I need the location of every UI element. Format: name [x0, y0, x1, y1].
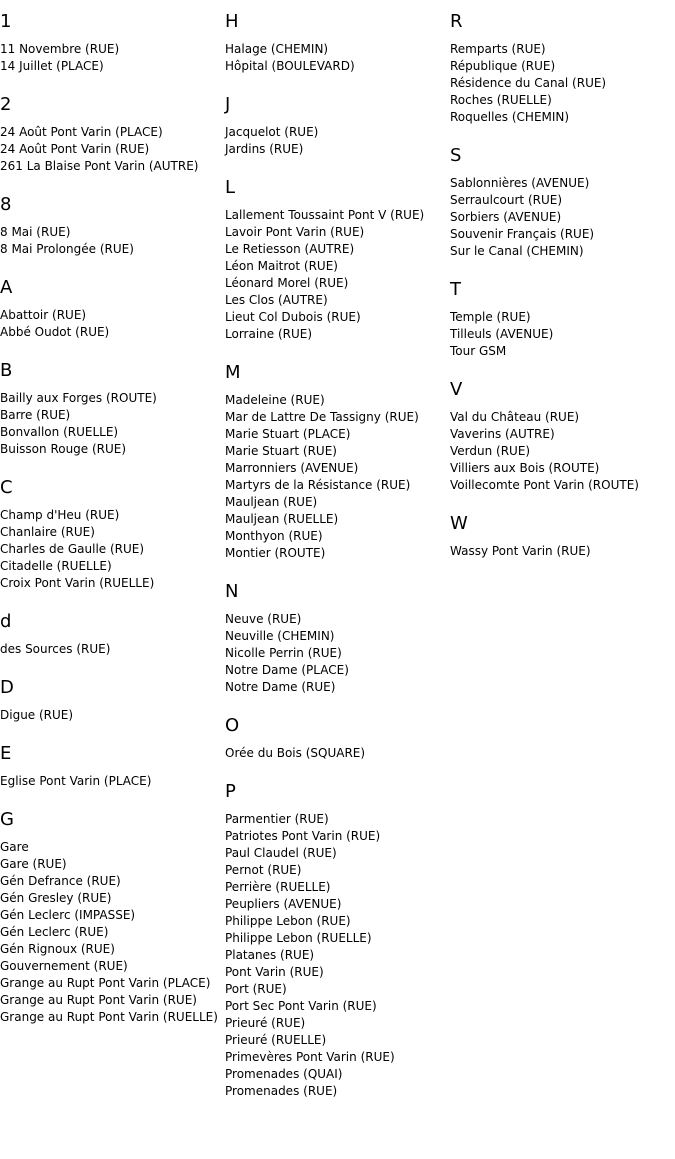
letter-group — [225, 177, 450, 343]
street-link[interactable]: Peupliers (AVENUE) — [225, 897, 342, 911]
street-link[interactable]: 8 Mai (RUE) — [0, 225, 71, 239]
street-list-item — [225, 511, 450, 528]
street-link[interactable]: Gén Defrance (RUE) — [0, 874, 121, 888]
street-list-item — [0, 992, 225, 1009]
street-link[interactable]: Orée du Bois (SQUARE) — [225, 746, 366, 760]
street-list-item — [225, 258, 450, 275]
street-list-item — [450, 326, 675, 343]
street-list-item — [0, 324, 225, 341]
street-list-item — [225, 326, 450, 343]
street-list-item — [0, 975, 225, 992]
letter-group — [225, 581, 450, 696]
street-link[interactable]: Citadelle (RUELLE) — [0, 559, 112, 573]
street-link[interactable]: Pernot (RUE) — [225, 863, 302, 877]
letter-heading: D — [0, 677, 14, 698]
street-list-item — [450, 460, 675, 477]
letter-heading: O — [225, 715, 240, 736]
letter-group — [0, 94, 225, 175]
street-link[interactable]: Marie Stuart (PLACE) — [225, 427, 351, 441]
street-link[interactable]: 24 Août Pont Varin (PLACE) — [0, 125, 163, 139]
street-link[interactable]: Tour GSM — [450, 344, 507, 358]
street-link[interactable]: Buisson Rouge (RUE) — [0, 442, 127, 456]
letter-group — [450, 11, 675, 126]
street-list-item — [0, 407, 225, 424]
street-list — [450, 175, 675, 260]
street-list-item — [225, 811, 450, 828]
street-link[interactable]: Patriotes Pont Varin (RUE) — [225, 829, 381, 843]
street-list-item — [450, 209, 675, 226]
street-list — [0, 507, 225, 592]
letter-heading: d — [0, 611, 12, 632]
street-list-item — [450, 409, 675, 426]
street-link[interactable]: Sorbiers (AVENUE) — [450, 210, 562, 224]
street-link[interactable]: Grange au Rupt Pont Varin (RUELLE) — [0, 1010, 218, 1024]
letter-heading: P — [225, 781, 236, 802]
letter-group — [225, 715, 450, 762]
street-link[interactable]: Philippe Lebon (RUE) — [225, 914, 351, 928]
street-list-item — [225, 207, 450, 224]
street-link[interactable]: Voillecomte Pont Varin (ROUTE) — [450, 478, 639, 492]
street-list-item — [450, 75, 675, 92]
street-link[interactable]: Les Clos (AUTRE) — [225, 293, 328, 307]
street-list-item — [450, 426, 675, 443]
street-list-item — [0, 241, 225, 258]
street-list-item — [225, 275, 450, 292]
letter-heading: C — [0, 477, 13, 498]
street-link[interactable]: Marie Stuart (RUE) — [225, 444, 337, 458]
street-list — [225, 811, 450, 1100]
street-list — [0, 307, 225, 341]
street-list-item — [0, 507, 225, 524]
street-link[interactable]: Mar de Lattre De Tassigny (RUE) — [225, 410, 419, 424]
street-list-item — [225, 964, 450, 981]
letter-group — [0, 277, 225, 341]
street-list-item — [0, 575, 225, 592]
street-list-item — [225, 998, 450, 1015]
street-list-item — [0, 41, 225, 58]
street-list-item — [225, 896, 450, 913]
street-list-item — [225, 1049, 450, 1066]
street-list-item — [0, 441, 225, 458]
street-link[interactable]: Remparts (RUE) — [450, 42, 546, 56]
street-list — [450, 409, 675, 494]
street-list-item — [225, 828, 450, 845]
letter-group — [450, 513, 675, 560]
street-list-item — [225, 679, 450, 696]
street-link[interactable]: Gouvernement (RUE) — [0, 959, 128, 973]
street-link[interactable]: Le Retiesson (AUTRE) — [225, 242, 355, 256]
street-list-item — [0, 641, 225, 658]
street-link[interactable]: Résidence du Canal (RUE) — [450, 76, 607, 90]
letter-heading: N — [225, 581, 239, 602]
letter-group — [0, 194, 225, 258]
street-link[interactable]: Villiers aux Bois (ROUTE) — [450, 461, 600, 475]
street-list-item — [0, 941, 225, 958]
street-list — [0, 773, 225, 790]
street-link[interactable]: Primevères Pont Varin (RUE) — [225, 1050, 395, 1064]
street-link[interactable]: Gén Leclerc (RUE) — [0, 925, 109, 939]
letter-heading: E — [0, 743, 12, 764]
street-list-item — [0, 307, 225, 324]
street-link[interactable]: Roches (RUELLE) — [450, 93, 552, 107]
street-link[interactable]: Val du Château (RUE) — [450, 410, 580, 424]
street-list — [0, 41, 225, 75]
street-list-item — [0, 424, 225, 441]
street-list-item — [225, 981, 450, 998]
street-list-item — [225, 628, 450, 645]
letter-heading: S — [450, 145, 462, 166]
street-list-item — [0, 524, 225, 541]
street-link[interactable]: Notre Dame (PLACE) — [225, 663, 349, 677]
street-link[interactable]: Nicolle Perrin (RUE) — [225, 646, 342, 660]
street-link[interactable]: Sur le Canal (CHEMIN) — [450, 244, 584, 258]
street-list-item — [0, 141, 225, 158]
street-link[interactable]: Port Sec Pont Varin (RUE) — [225, 999, 377, 1013]
street-list-item — [0, 839, 225, 856]
street-list-item — [225, 460, 450, 477]
street-link[interactable]: Temple (RUE) — [450, 310, 531, 324]
street-link[interactable]: Neuville (CHEMIN) — [225, 629, 335, 643]
street-link[interactable]: Hôpital (BOULEVARD) — [225, 59, 355, 73]
street-link[interactable]: Montier (ROUTE) — [225, 546, 326, 560]
street-list-item — [225, 1032, 450, 1049]
letter-heading: M — [225, 362, 241, 383]
street-list-item — [225, 745, 450, 762]
street-list-item — [225, 662, 450, 679]
street-link[interactable]: Neuve (RUE) — [225, 612, 302, 626]
street-link[interactable]: Sablonnières (AVENUE) — [450, 176, 590, 190]
street-link[interactable]: Bonvallon (RUELLE) — [0, 425, 119, 439]
street-list — [450, 543, 675, 560]
street-list-item — [225, 292, 450, 309]
letter-heading: V — [450, 379, 463, 400]
street-link[interactable]: Grange au Rupt Pont Varin (PLACE) — [0, 976, 211, 990]
street-list-item — [0, 856, 225, 873]
street-list-item — [0, 558, 225, 575]
letter-heading: T — [450, 279, 461, 300]
letter-heading: W — [450, 513, 468, 534]
street-list-item — [225, 58, 450, 75]
street-index-column-3 — [450, 0, 675, 560]
street-list-item — [225, 392, 450, 409]
street-list-item — [225, 241, 450, 258]
street-list-item — [225, 879, 450, 896]
street-link[interactable]: Grange au Rupt Pont Varin (RUE) — [0, 993, 197, 1007]
street-list-item — [0, 158, 225, 175]
street-link[interactable]: Gare — [0, 840, 29, 854]
letter-group — [0, 809, 225, 1026]
street-link[interactable]: Jacquelot (RUE) — [225, 125, 319, 139]
letter-heading: J — [225, 94, 231, 115]
street-link[interactable]: Léonard Morel (RUE) — [225, 276, 349, 290]
street-list-item — [0, 907, 225, 924]
street-list-item — [450, 243, 675, 260]
street-link[interactable]: Parmentier (RUE) — [225, 812, 329, 826]
letter-heading: G — [0, 809, 14, 830]
street-link[interactable]: Pont Varin (RUE) — [225, 965, 324, 979]
letter-heading: H — [225, 11, 239, 32]
letter-group — [0, 611, 225, 658]
letter-heading: L — [225, 177, 236, 198]
street-list-item — [225, 947, 450, 964]
street-link[interactable]: des Sources (RUE) — [0, 642, 111, 656]
street-link[interactable]: Abattoir (RUE) — [0, 308, 87, 322]
letter-group — [225, 94, 450, 158]
street-link[interactable]: Monthyon (RUE) — [225, 529, 323, 543]
letter-group — [225, 11, 450, 75]
street-list — [225, 124, 450, 158]
street-link[interactable]: Abbé Oudot (RUE) — [0, 325, 110, 339]
street-link[interactable]: Perrière (RUELLE) — [225, 880, 331, 894]
street-list-item — [450, 477, 675, 494]
street-list-item — [225, 477, 450, 494]
street-list — [450, 41, 675, 126]
street-list-item — [225, 862, 450, 879]
street-link[interactable]: Paul Claudel (RUE) — [225, 846, 337, 860]
letter-group — [450, 279, 675, 360]
street-link[interactable]: 8 Mai Prolongée (RUE) — [0, 242, 134, 256]
street-link[interactable]: Tilleuls (AVENUE) — [450, 327, 554, 341]
street-list-item — [0, 390, 225, 407]
street-list-item — [225, 124, 450, 141]
street-link[interactable]: Madeleine (RUE) — [225, 393, 325, 407]
street-list — [0, 641, 225, 658]
street-link[interactable]: Croix Pont Varin (RUELLE) — [0, 576, 155, 590]
letter-group — [0, 743, 225, 790]
street-link[interactable]: Mauljean (RUE) — [225, 495, 318, 509]
letter-group — [450, 379, 675, 494]
street-list-item — [0, 890, 225, 907]
street-link[interactable]: Eglise Pont Varin (PLACE) — [0, 774, 152, 788]
street-link[interactable]: Vaverins (AUTRE) — [450, 427, 555, 441]
street-list — [225, 745, 450, 762]
street-list-item — [450, 343, 675, 360]
street-list-item — [0, 1009, 225, 1026]
street-list-item — [0, 958, 225, 975]
street-list-item — [225, 443, 450, 460]
street-link[interactable]: Gén Gresley (RUE) — [0, 891, 112, 905]
street-list-item — [225, 930, 450, 947]
street-link[interactable]: Chanlaire (RUE) — [0, 525, 95, 539]
street-list-item — [225, 845, 450, 862]
street-list-item — [450, 92, 675, 109]
street-link[interactable]: Mauljean (RUELLE) — [225, 512, 339, 526]
street-list — [225, 207, 450, 343]
street-list-item — [0, 873, 225, 890]
letter-group — [225, 362, 450, 562]
street-list — [0, 707, 225, 724]
street-list — [450, 309, 675, 360]
street-list — [0, 124, 225, 175]
street-list-item — [225, 409, 450, 426]
letter-heading: A — [0, 277, 13, 298]
street-link[interactable]: Léon Maitrot (RUE) — [225, 259, 338, 273]
street-link[interactable]: 261 La Blaise Pont Varin (AUTRE) — [0, 159, 199, 173]
street-link[interactable]: Marronniers (AVENUE) — [225, 461, 359, 475]
street-link[interactable]: Serraulcourt (RUE) — [450, 193, 563, 207]
street-list-item — [225, 528, 450, 545]
street-link[interactable]: Champ d'Heu (RUE) — [0, 508, 120, 522]
street-link[interactable]: Notre Dame (RUE) — [225, 680, 336, 694]
street-list-item — [0, 707, 225, 724]
street-link[interactable]: Gén Rignoux (RUE) — [0, 942, 115, 956]
street-list-item — [0, 773, 225, 790]
street-link[interactable]: Prieuré (RUE) — [225, 1016, 306, 1030]
street-list-item — [225, 494, 450, 511]
street-index-column-2 — [225, 0, 450, 1100]
street-link[interactable]: Lorraine (RUE) — [225, 327, 313, 341]
street-link[interactable]: Philippe Lebon (RUELLE) — [225, 931, 372, 945]
street-list — [0, 224, 225, 258]
letter-heading: 1 — [0, 11, 12, 32]
street-link[interactable]: Digue (RUE) — [0, 708, 74, 722]
street-link[interactable]: Lavoir Pont Varin (RUE) — [225, 225, 365, 239]
street-link[interactable]: Martyrs de la Résistance (RUE) — [225, 478, 411, 492]
street-list-item — [225, 645, 450, 662]
street-link[interactable]: Gare (RUE) — [0, 857, 67, 871]
street-link[interactable]: 24 Août Pont Varin (RUE) — [0, 142, 150, 156]
street-link[interactable]: Wassy Pont Varin (RUE) — [450, 544, 591, 558]
letter-heading: R — [450, 11, 463, 32]
street-list — [0, 390, 225, 458]
street-list-item — [450, 58, 675, 75]
street-link[interactable]: 14 Juillet (PLACE) — [0, 59, 104, 73]
street-list-item — [225, 545, 450, 562]
street-link[interactable]: Platanes (RUE) — [225, 948, 315, 962]
street-list-item — [450, 309, 675, 326]
street-link[interactable]: Prieuré (RUELLE) — [225, 1033, 327, 1047]
letter-group — [450, 145, 675, 260]
street-list-item — [225, 1015, 450, 1032]
street-list-item — [0, 224, 225, 241]
street-link[interactable]: Lieut Col Dubois (RUE) — [225, 310, 361, 324]
letter-heading: 2 — [0, 94, 12, 115]
letter-heading: 8 — [0, 194, 12, 215]
street-link[interactable]: Halage (CHEMIN) — [225, 42, 329, 56]
street-list-item — [225, 1083, 450, 1100]
street-list-item — [450, 443, 675, 460]
street-link[interactable]: Roquelles (CHEMIN) — [450, 110, 570, 124]
street-list — [225, 41, 450, 75]
letter-heading: B — [0, 360, 13, 381]
street-link[interactable]: 11 Novembre (RUE) — [0, 42, 120, 56]
street-list-item — [225, 426, 450, 443]
letter-group — [0, 677, 225, 724]
street-list-item — [450, 543, 675, 560]
street-list-item — [0, 541, 225, 558]
street-list-item — [0, 924, 225, 941]
street-link[interactable]: Bailly aux Forges (ROUTE) — [0, 391, 157, 405]
street-link[interactable]: Souvenir Français (RUE) — [450, 227, 595, 241]
street-list-item — [225, 913, 450, 930]
street-list — [225, 392, 450, 562]
street-link[interactable]: Port (RUE) — [225, 982, 287, 996]
street-index-column-1 — [0, 0, 225, 1026]
street-list-item — [225, 309, 450, 326]
street-link[interactable]: Gén Leclerc (IMPASSE) — [0, 908, 136, 922]
letter-group — [0, 360, 225, 458]
street-list-item — [0, 124, 225, 141]
street-list-item — [450, 109, 675, 126]
street-list-item — [0, 58, 225, 75]
street-list-item — [225, 1066, 450, 1083]
street-list-item — [450, 226, 675, 243]
letter-group — [225, 781, 450, 1100]
street-list-item — [225, 224, 450, 241]
street-link[interactable]: Charles de Gaulle (RUE) — [0, 542, 145, 556]
street-list-item — [450, 192, 675, 209]
street-link[interactable]: Jardins (RUE) — [225, 142, 304, 156]
street-list-item — [225, 611, 450, 628]
street-list-item — [225, 41, 450, 58]
letter-group — [0, 11, 225, 75]
street-link[interactable]: Barre (RUE) — [0, 408, 71, 422]
street-list-item — [225, 141, 450, 158]
street-link[interactable]: Promenades (RUE) — [225, 1084, 338, 1098]
street-list — [0, 839, 225, 1026]
street-list-item — [450, 41, 675, 58]
street-list-item — [450, 175, 675, 192]
street-list — [225, 611, 450, 696]
street-link[interactable]: République (RUE) — [450, 59, 556, 73]
street-link[interactable]: Lallement Toussaint Pont V (RUE) — [225, 208, 425, 222]
street-link[interactable]: Promenades (QUAI) — [225, 1067, 343, 1081]
letter-group — [0, 477, 225, 592]
street-link[interactable]: Verdun (RUE) — [450, 444, 531, 458]
